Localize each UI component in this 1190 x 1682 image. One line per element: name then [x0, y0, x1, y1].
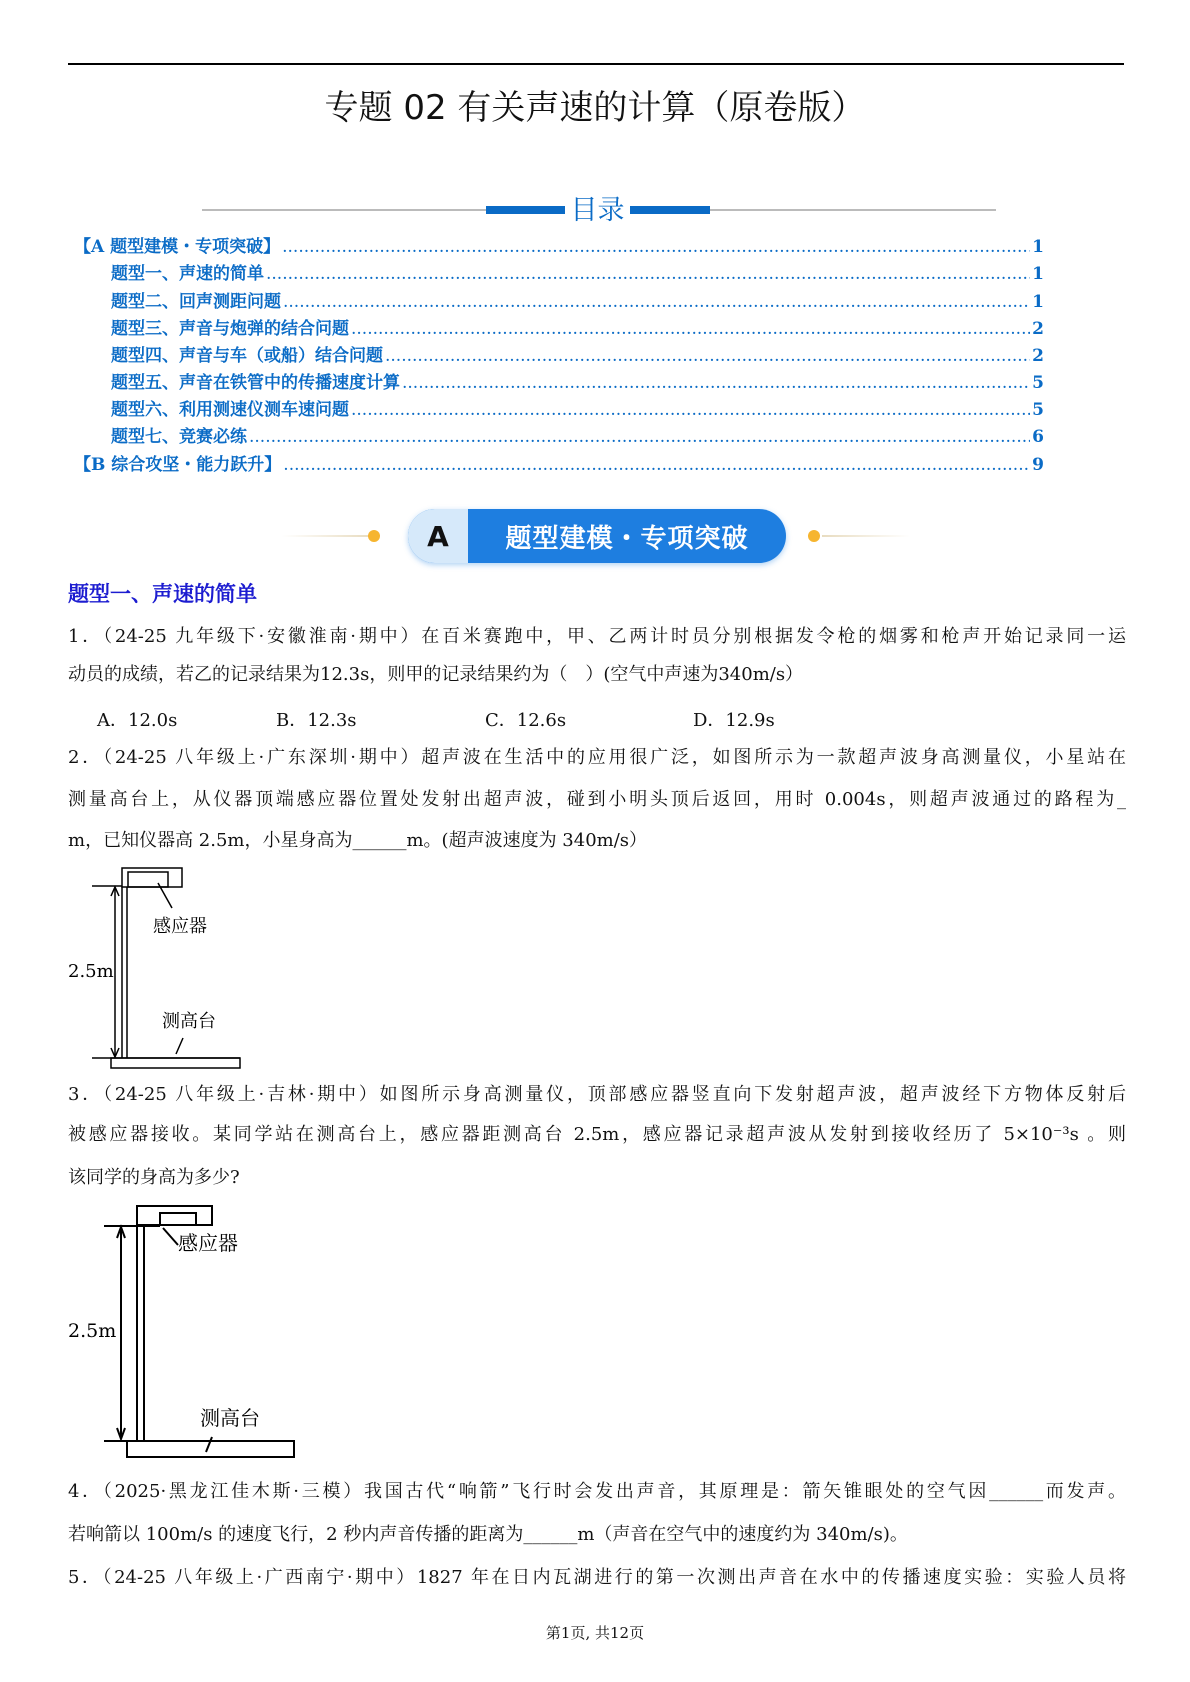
toc-item-label: 题型四、声音与车（或船）结合问题 [111, 346, 383, 366]
toc-item-page: 1 [1032, 237, 1044, 257]
toc-item[interactable] [111, 314, 1044, 339]
toc-item-label: 题型六、利用测速仪测车速问题 [111, 400, 349, 420]
toc-leader [351, 319, 1030, 339]
toc-item-page: 6 [1032, 427, 1044, 447]
toc-item[interactable] [111, 287, 1044, 312]
q3-line: 该同学的身高为多少? [68, 1167, 240, 1188]
toc-leader [402, 373, 1030, 393]
q2-sensor-label: 感应器 [153, 916, 207, 937]
toc-item[interactable] [74, 232, 1044, 257]
toc-leader [385, 346, 1030, 366]
toc-item-label: 【A 题型建模・专项突破】 [74, 237, 281, 257]
banner-text: 题型建模・专项突破 [505, 523, 749, 554]
toc-item-page: 5 [1032, 373, 1044, 393]
banner-letter: A [408, 509, 468, 563]
toc-heading: 目录 [570, 195, 625, 226]
toc-divider-left [202, 209, 486, 211]
q1-option-b: B．12.3s [276, 710, 357, 731]
toc-item[interactable] [111, 395, 1044, 420]
q4-line: 若响箭以 100m/s 的速度飞行，2 秒内声音传播的距离为______m（声音在空气中的速度约为 340m/s)。 [68, 1524, 908, 1545]
toc-item[interactable] [111, 341, 1044, 366]
toc-item-label: 【B 综合攻坚・能力跃升】 [74, 455, 282, 475]
table-of-contents [0, 232, 1190, 475]
toc-item-page: 2 [1032, 319, 1044, 339]
toc-item-page: 5 [1032, 400, 1044, 420]
q2-line: 2．（24-25 八年级上·广东深圳·期中）超声波在生活中的应用很广泛，如图所示为一款超声波身高测量仪，小星站在 [68, 747, 1126, 768]
toc-item-page: 2 [1032, 346, 1044, 366]
q2-height-label: 2.5m [68, 961, 114, 982]
toc-item-label: 题型三、声音与炮弹的结合问题 [111, 319, 349, 339]
toc-leader [283, 292, 1030, 312]
banner-dot-left [368, 530, 380, 542]
toc-item[interactable] [111, 368, 1044, 393]
toc-item-label: 题型五、声音在铁管中的传播速度计算 [111, 373, 400, 393]
toc-leader [266, 264, 1030, 284]
toc-leader [283, 455, 1030, 475]
section-banner [408, 509, 786, 563]
toc-leader [351, 400, 1030, 420]
toc-item-label: 题型七、竞赛必练 [111, 427, 247, 447]
page-title: 专题 02 有关声速的计算（原卷版） [324, 88, 866, 128]
toc-bar-left [486, 206, 565, 214]
toc-item-page: 9 [1032, 455, 1044, 475]
figure-q3 [104, 1206, 294, 1457]
toc-item-page: 1 [1032, 264, 1044, 284]
q2-line: m，已知仪器高 2.5m，小星身高为______m。(超声波速度为 340m/s） [68, 830, 648, 851]
toc-bar-right [630, 206, 710, 214]
toc-leader [249, 427, 1030, 447]
banner-line-left [282, 535, 370, 537]
page-footer: 第1页, 共12页 [545, 1624, 645, 1642]
top-rule [68, 63, 1124, 65]
q1-line: 1．（24-25 九年级下·安徽淮南·期中）在百米赛跑中，甲、乙两计时员分别根据发令枪的烟雾和枪声开始记录同一运 [68, 626, 1126, 647]
toc-item-page: 1 [1032, 292, 1044, 312]
q5-line: 5．（24-25 八年级上·广西南宁·期中）1827 年在日内瓦湖进行的第一次测出声音在水中的传播速度实验：实验人员将 [68, 1567, 1126, 1588]
toc-item[interactable] [111, 422, 1044, 447]
q1-option-a: A．12.0s [97, 710, 178, 731]
q3-line: 3．（24-25 八年级上·吉林·期中）如图所示身高测量仪，顶部感应器竖直向下发射超声波，超声波经下方物体反射后 [68, 1084, 1126, 1105]
q2-platform-label: 测高台 [162, 1011, 216, 1032]
toc-divider-right [710, 209, 996, 211]
toc-item-label: 题型二、回声测距问题 [111, 292, 281, 312]
q4-line: 4．（2025·黑龙江佳木斯·三模）我国古代“响箭”飞行时会发出声音，其原理是：箭矢锥眼处的空气因______而发声。 [68, 1481, 1126, 1502]
figure-q2 [92, 868, 240, 1068]
q1-option-c: C．12.6s [485, 710, 567, 731]
q2-line: 测量高台上，从仪器顶端感应器位置处发射出超声波，碰到小明头顶后返回，用时 0.004s，则超声波通过的路程为_ [68, 789, 1126, 810]
toc-leader [282, 237, 1030, 257]
q3-height-label: 2.5m [68, 1320, 117, 1342]
q3-platform-label: 测高台 [200, 1406, 260, 1430]
toc-item[interactable] [74, 450, 1044, 475]
q3-sensor-label: 感应器 [178, 1231, 238, 1255]
q1-line: 动员的成绩，若乙的记录结果为12.3s，则甲的记录结果约为（ ）(空气中声速为340m/s） [68, 664, 804, 685]
banner-dot-right [808, 530, 820, 542]
section-heading: 题型一、声速的简单 [68, 582, 257, 606]
toc-item-label: 题型一、声速的简单 [111, 264, 264, 284]
toc-item[interactable] [111, 259, 1044, 284]
q1-option-d: D．12.9s [693, 710, 775, 731]
banner-line-right [822, 535, 910, 537]
q3-line: 被感应器接收。某同学站在测高台上，感应器距测高台 2.5m，感应器记录超声波从发射到接收经历了 5×10⁻³s 。则 [68, 1124, 1126, 1145]
